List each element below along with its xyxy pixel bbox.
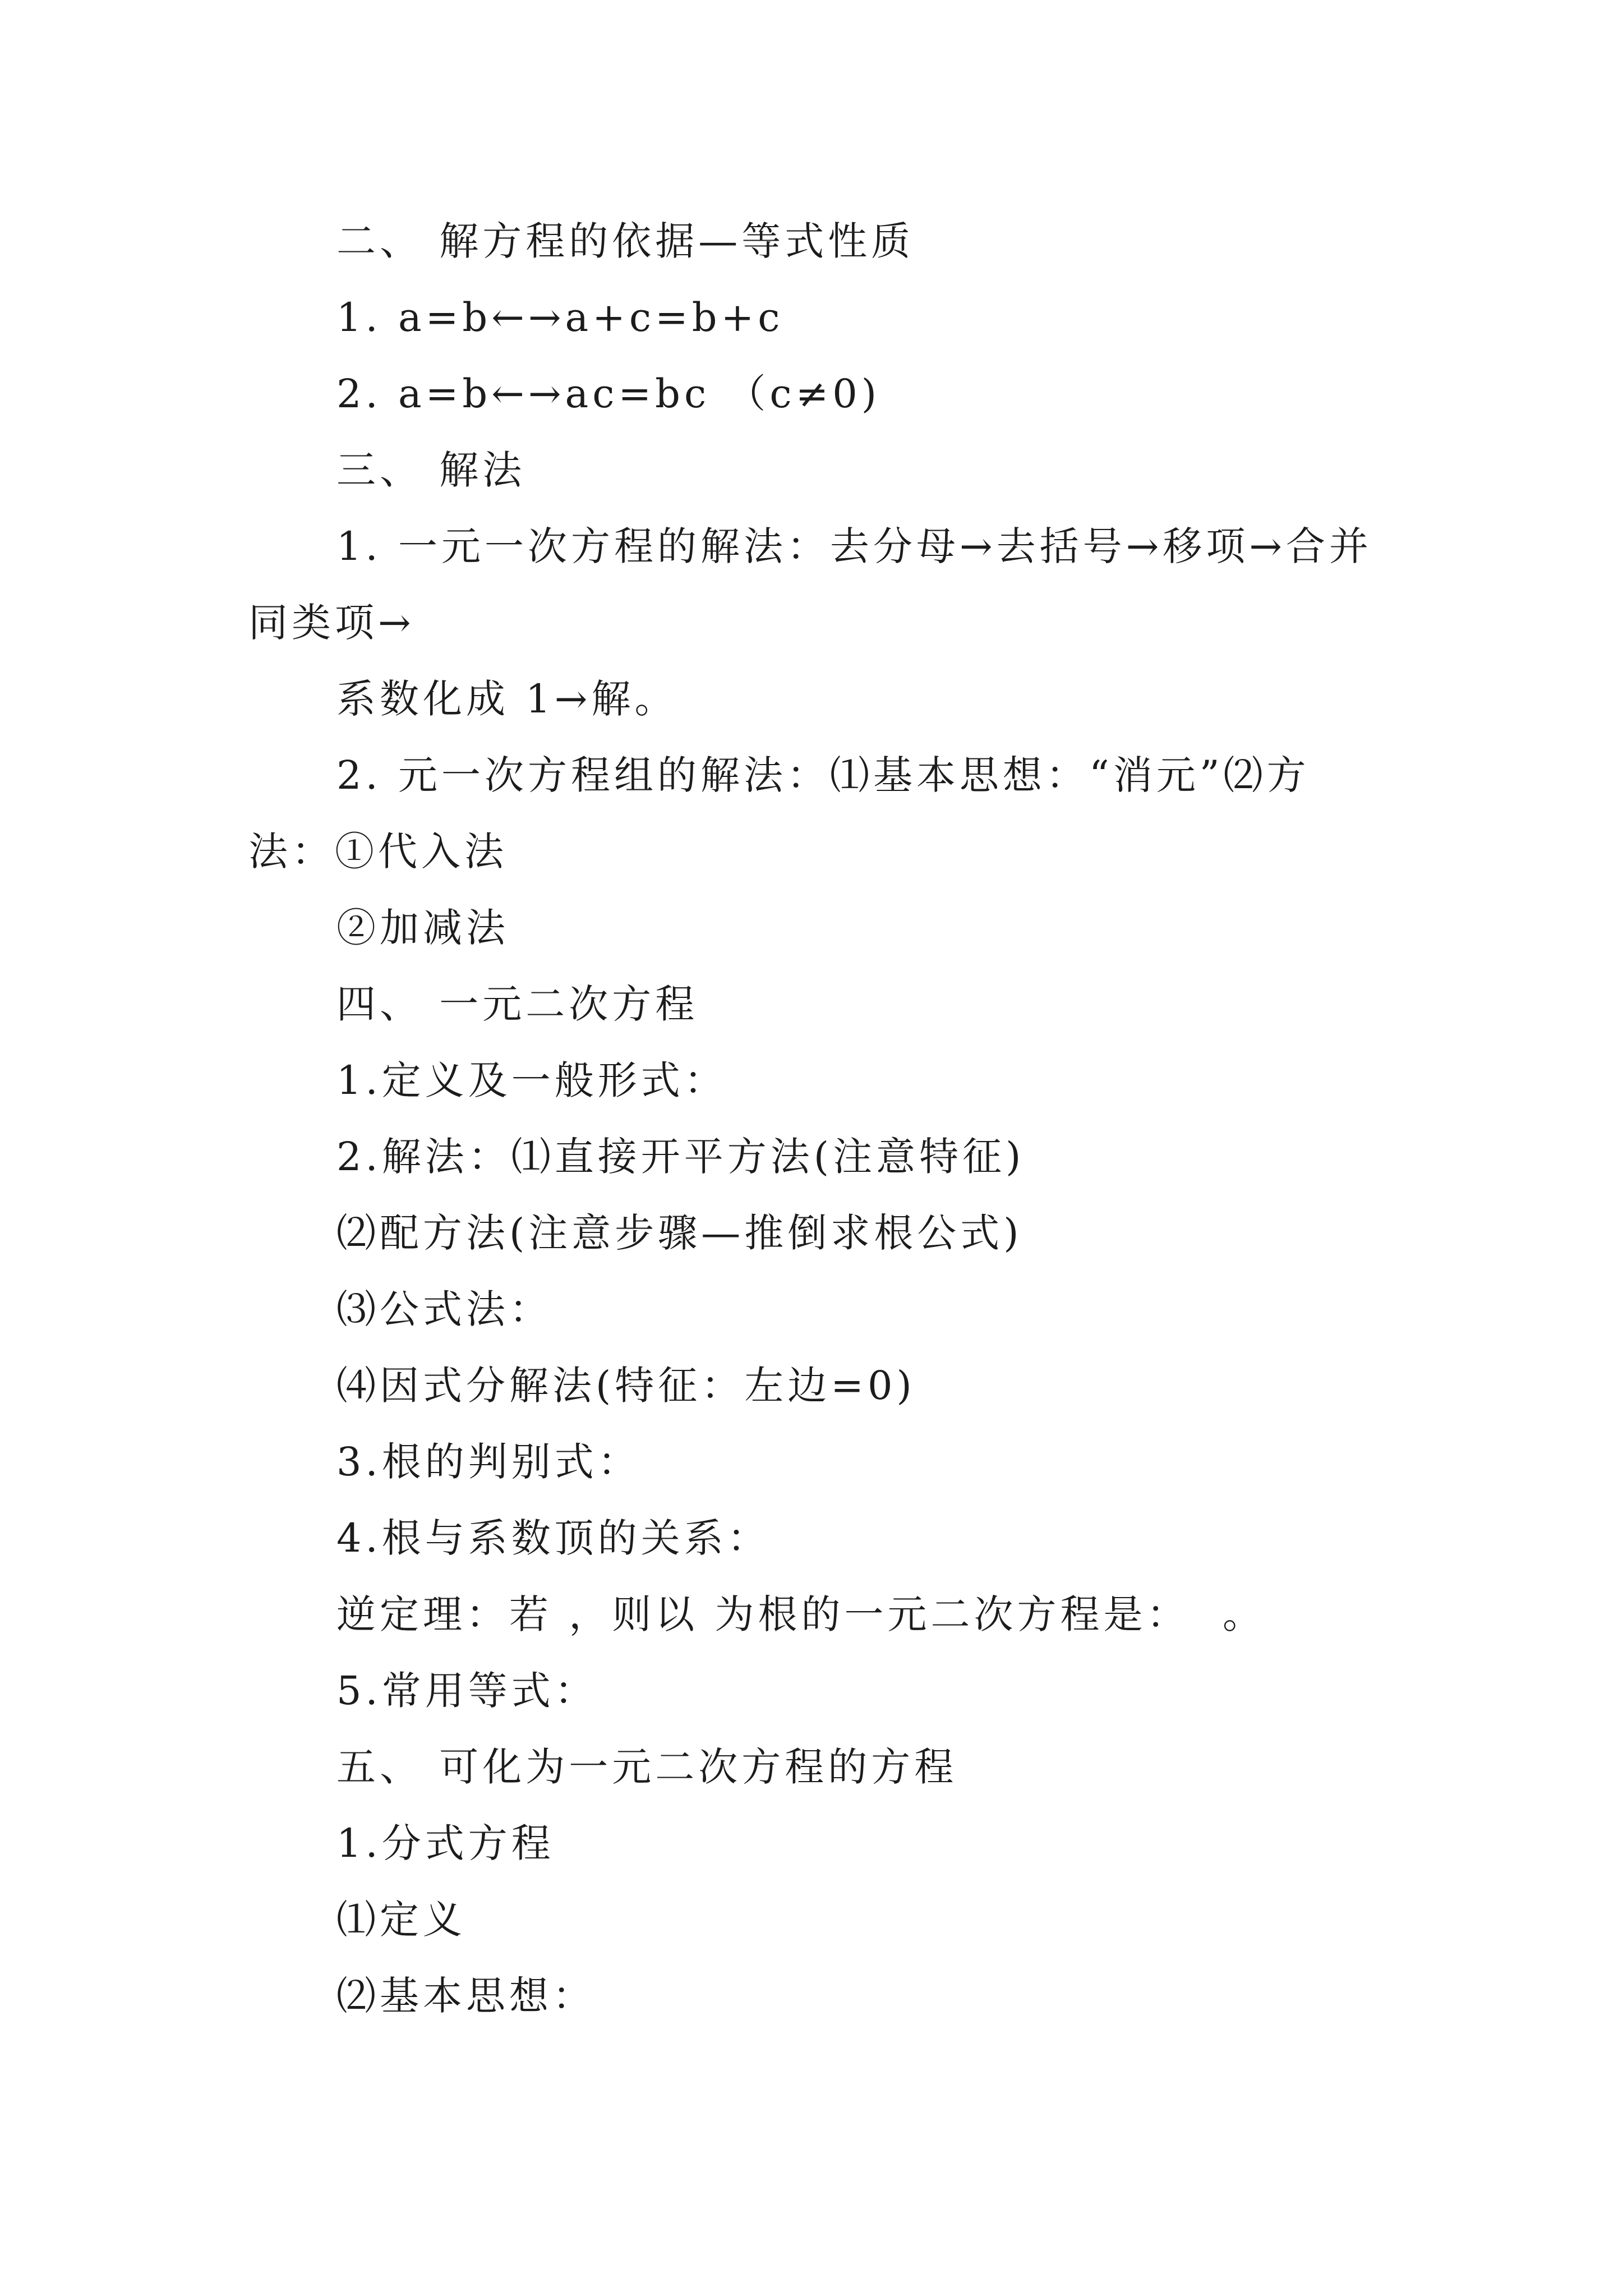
text-line: 5.常用等式： [336,1668,598,1714]
text-line: ⑷因式分解法(特征：左边=0) [336,1363,916,1409]
text-line: 1.定义及一般形式： [336,1057,727,1103]
section-heading: 二、 解方程的依据—等式性质 [336,218,915,264]
text-line-continuation: 同类项→ [248,600,415,646]
document-body [248,203,1426,2034]
text-line: ⑴定义 [336,1897,466,1943]
text-line: ⑵配方法(注意步骤—推倒求根公式) [336,1210,1023,1256]
text-line: ⑵基本思想： [336,1973,596,2019]
section-heading: 三、 解法 [336,447,526,493]
text-line: 逆定理：若 ，则以 为根的一元二次方程是： 。 [336,1591,1266,1637]
text-line: 1. a=b←→a+c=b+c [336,295,784,341]
text-line: ②加减法 [336,905,509,951]
text-line: 4.根与系数顶的关系： [336,1515,771,1561]
section-heading: 五、 可化为一元二次方程的方程 [336,1744,958,1790]
text-line: 3.根的判别式： [336,1439,641,1485]
text-line: 2. a=b←→ac=bc （c≠0) [336,371,881,417]
text-line: 2. 元一次方程组的解法：⑴基本思想：“消元”⑵方 [336,752,1310,798]
text-line-continuation: 法：①代入法 [248,829,508,875]
text-line: 系数化成 1→解。 [336,676,678,722]
text-line: ⑶公式法： [336,1286,552,1332]
text-line: 1.分式方程 [336,1820,555,1866]
text-line: 1. 一元一次方程的解法：去分母→去括号→移项→合并 [336,523,1372,569]
text-line: 2.解法：⑴直接开平方法(注意特征) [336,1134,1025,1180]
section-heading: 四、 一元二次方程 [336,981,699,1027]
